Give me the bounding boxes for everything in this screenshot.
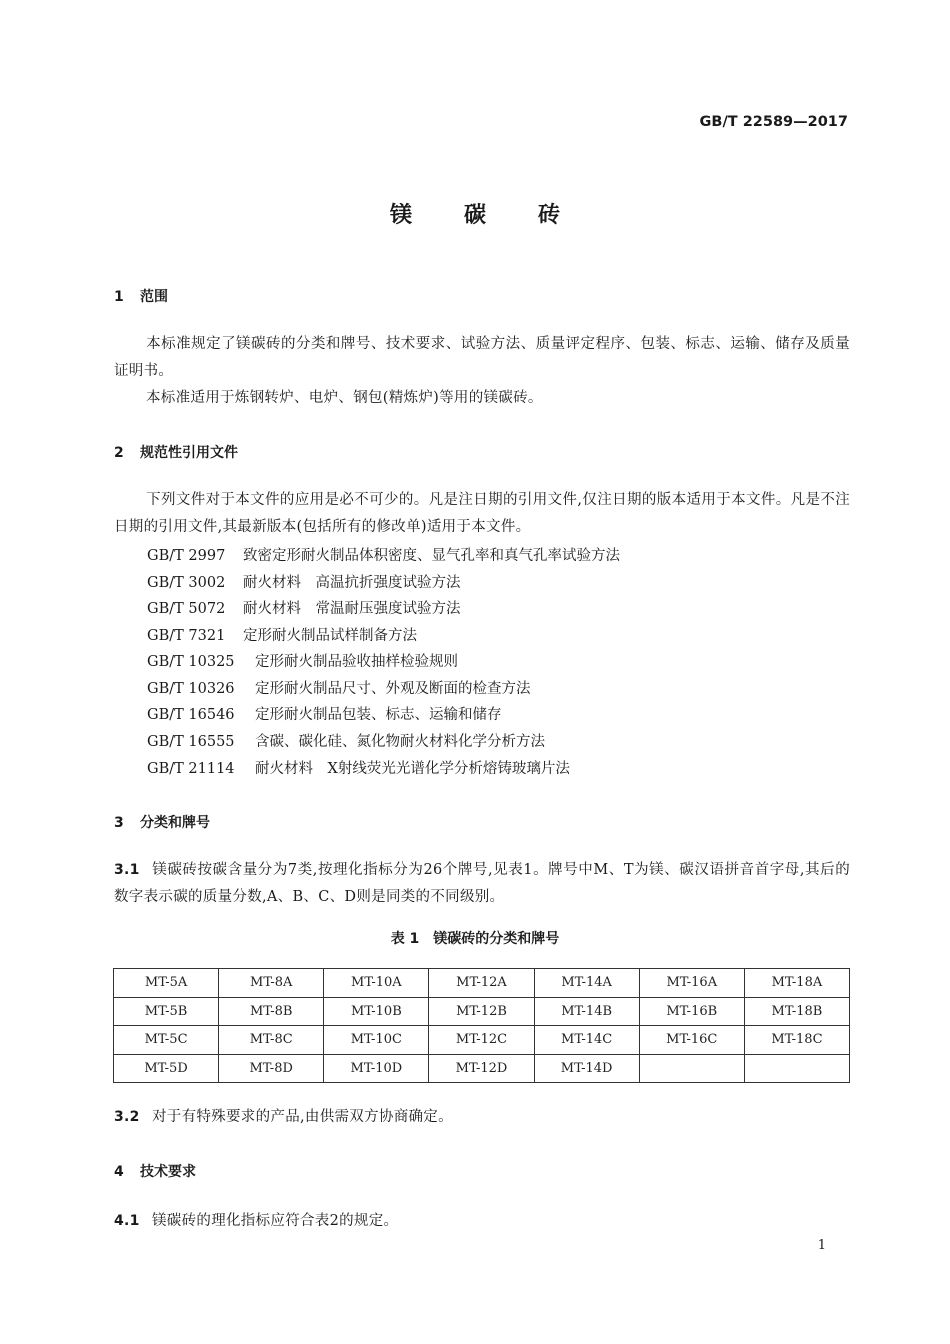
table-cell: MT-8B	[219, 997, 324, 1026]
table-cell: MT-8D	[219, 1054, 324, 1083]
reference-item	[147, 677, 531, 698]
table-row	[114, 1054, 850, 1083]
paragraph-text: 本标准适用于炼钢转炉、电炉、钢包(精炼炉)等用的镁碳砖。	[146, 390, 543, 406]
clause-number: 4.1	[114, 1213, 140, 1229]
clause-3-1	[114, 857, 850, 911]
reference-code: GB/T 21114	[147, 761, 235, 777]
reference-item	[147, 703, 502, 724]
clause-text: 镁碳砖的理化指标应符合表2的规定。	[152, 1213, 399, 1229]
reference-item	[147, 757, 570, 778]
section-title: 范围	[140, 289, 168, 305]
table-cell: MT-5D	[114, 1054, 219, 1083]
reference-code: GB/T 16555	[147, 734, 235, 750]
reference-item	[147, 544, 620, 565]
clause-text: 对于有特殊要求的产品,由供需双方协商确定。	[152, 1109, 453, 1125]
table-cell: MT-5A	[114, 969, 219, 998]
table-cell: MT-12A	[429, 969, 534, 998]
table-cell: MT-14D	[534, 1054, 639, 1083]
table-cell	[639, 1054, 744, 1083]
table-cell: MT-16B	[639, 997, 744, 1026]
section-number: 2	[114, 445, 124, 461]
table-cell: MT-18C	[744, 1026, 849, 1055]
clause-text: 镁碳砖按碳含量分为7类,按理化指标分为26个牌号,见表1。牌号中M、T为镁、碳汉语拼音首字母,其后的数字表示碳的质量分数,A、B、C、D则是同类的不同级别。	[114, 862, 850, 905]
table-cell: MT-14C	[534, 1026, 639, 1055]
section-2-heading	[114, 442, 238, 462]
document-title	[0, 198, 950, 229]
reference-item	[147, 650, 458, 671]
reference-code: GB/T 2997	[147, 548, 226, 564]
reference-title: 耐火材料 常温耐压强度试验方法	[243, 601, 461, 617]
paragraph-text: 下列文件对于本文件的应用是必不可少的。凡是注日期的引用文件,仅注日期的版本适用于本文件。凡是不注日期的引用文件,其最新版本(包括所有的修改单)适用于本文件。	[114, 492, 850, 535]
table-cell: MT-10B	[324, 997, 429, 1026]
clause-number: 3.2	[114, 1109, 140, 1125]
paragraph-text: 本标准规定了镁碳砖的分类和牌号、技术要求、试验方法、质量评定程序、包装、标志、运输、储存及质量证明书。	[114, 336, 850, 379]
table-cell: MT-8A	[219, 969, 324, 998]
reference-title: 耐火材料 X射线荧光光谱化学分析熔铸玻璃片法	[255, 761, 570, 777]
table-cell: MT-16A	[639, 969, 744, 998]
page-number: 1	[817, 1238, 826, 1253]
section-number: 3	[114, 815, 124, 831]
reference-item	[147, 624, 417, 645]
reference-title: 定形耐火制品试样制备方法	[243, 628, 417, 644]
table-cell: MT-10D	[324, 1054, 429, 1083]
table-cell: MT-10A	[324, 969, 429, 998]
reference-code: GB/T 16546	[147, 707, 235, 723]
section-1-paragraph-2	[114, 385, 850, 412]
reference-title: 含碳、碳化硅、氮化物耐火材料化学分析方法	[255, 734, 545, 750]
reference-code: GB/T 3002	[147, 575, 226, 591]
grade-table	[113, 968, 850, 1083]
table-cell: MT-12D	[429, 1054, 534, 1083]
section-3-heading	[114, 812, 210, 832]
section-title: 分类和牌号	[140, 815, 210, 831]
section-title: 规范性引用文件	[140, 445, 238, 461]
table-1-title: 表 1 镁碳砖的分类和牌号	[390, 931, 560, 947]
table-cell: MT-10C	[324, 1026, 429, 1055]
clause-3-2	[114, 1104, 850, 1131]
table-cell: MT-12C	[429, 1026, 534, 1055]
standard-code: GB/T 22589—2017	[699, 114, 848, 130]
reference-item	[147, 597, 461, 618]
reference-title: 定形耐火制品验收抽样检验规则	[255, 654, 458, 670]
section-title: 技术要求	[140, 1164, 196, 1180]
table-cell: MT-14B	[534, 997, 639, 1026]
reference-code: GB/T 5072	[147, 601, 226, 617]
reference-title: 耐火材料 高温抗折强度试验方法	[243, 575, 461, 591]
clause-4-1	[114, 1208, 850, 1235]
section-1-paragraph-1	[114, 331, 850, 385]
reference-item	[147, 571, 461, 592]
title-char: 镁	[389, 203, 412, 228]
reference-title: 定形耐火制品尺寸、外观及断面的检查方法	[255, 681, 531, 697]
section-1-heading	[114, 286, 168, 306]
table-cell	[744, 1054, 849, 1083]
table-cell: MT-5B	[114, 997, 219, 1026]
section-2-paragraph	[114, 487, 850, 541]
section-number: 1	[114, 289, 124, 305]
table-row	[114, 1026, 850, 1055]
table-cell: MT-8C	[219, 1026, 324, 1055]
clause-number: 3.1	[114, 862, 140, 878]
reference-code: GB/T 10325	[147, 654, 235, 670]
table-cell: MT-18A	[744, 969, 849, 998]
reference-code: GB/T 7321	[147, 628, 226, 644]
section-4-heading	[114, 1161, 196, 1181]
reference-item	[147, 730, 545, 751]
reference-title: 定形耐火制品包装、标志、运输和储存	[255, 707, 502, 723]
table-cell: MT-5C	[114, 1026, 219, 1055]
reference-code: GB/T 10326	[147, 681, 235, 697]
section-number: 4	[114, 1164, 124, 1180]
table-cell: MT-18B	[744, 997, 849, 1026]
table-cell: MT-12B	[429, 997, 534, 1026]
table-cell: MT-16C	[639, 1026, 744, 1055]
table-row	[114, 969, 850, 998]
reference-title: 致密定形耐火制品体积密度、显气孔率和真气孔率试验方法	[243, 548, 620, 564]
table-row	[114, 997, 850, 1026]
table-cell: MT-14A	[534, 969, 639, 998]
title-char: 砖	[538, 203, 561, 228]
title-char: 碳	[463, 203, 486, 228]
